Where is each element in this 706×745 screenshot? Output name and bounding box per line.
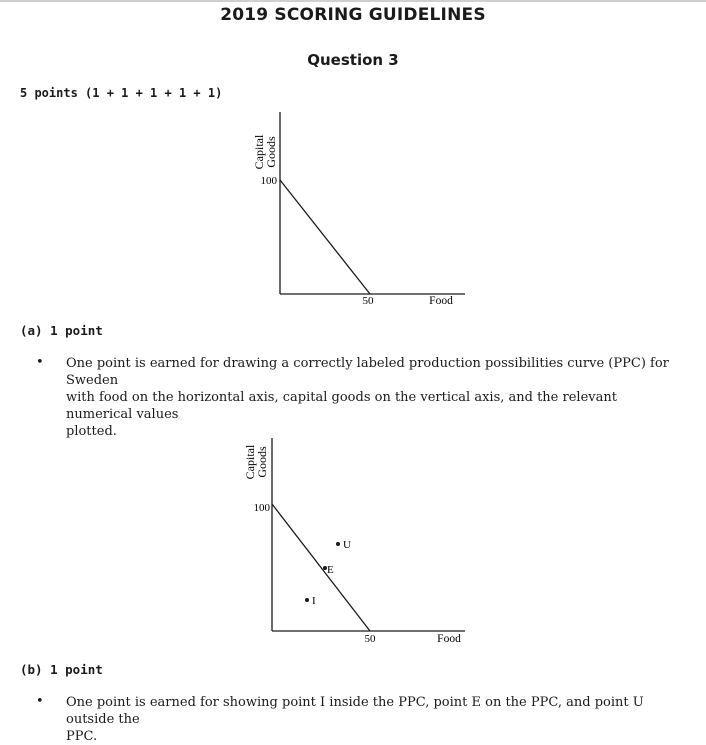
part-a-line-3: plotted. bbox=[66, 424, 117, 439]
part-b-line-2: PPC. bbox=[66, 729, 98, 744]
points-summary: 5 points (1 + 1 + 1 + 1 + 1) bbox=[20, 86, 223, 100]
point-i-label: I bbox=[312, 595, 316, 607]
y-label-capital: Capital bbox=[252, 134, 266, 170]
x-axis-label: Food bbox=[437, 633, 461, 645]
x-axis-label: Food bbox=[429, 295, 453, 307]
part-b-text bbox=[66, 694, 686, 745]
part-a-line-2: with food on the horizontal axis, capital goods on the vertical axis, and the relevant numerical values bbox=[66, 390, 617, 422]
page-title: 2019 SCORING GUIDELINES bbox=[220, 5, 486, 25]
y-label-capital: Capital bbox=[243, 444, 257, 480]
y-tick-100: 100 bbox=[260, 175, 277, 187]
bullet-icon: • bbox=[36, 355, 44, 370]
bullet-icon: • bbox=[36, 694, 44, 709]
top-rule bbox=[0, 0, 706, 2]
ppc-graph-a bbox=[240, 100, 470, 315]
part-a-heading: (a) 1 point bbox=[20, 323, 103, 338]
y-label-goods: Goods bbox=[255, 446, 269, 478]
ppc-line bbox=[272, 504, 370, 631]
y-axis-label bbox=[243, 444, 269, 479]
ppc-line bbox=[280, 180, 370, 294]
x-tick-50: 50 bbox=[362, 295, 374, 307]
part-b-heading: (b) 1 point bbox=[20, 662, 103, 677]
y-tick-100: 100 bbox=[253, 502, 270, 514]
point-u-label: U bbox=[343, 539, 351, 551]
part-b-line-1: One point is earned for showing point I inside the PPC, point E on the PPC, and point U outside the bbox=[66, 695, 644, 727]
part-a-line-1: One point is earned for drawing a correctly labeled production possibilities curve (PPC) for Sweden bbox=[66, 356, 669, 388]
question-heading: Question 3 bbox=[307, 51, 399, 69]
point-u-marker bbox=[336, 542, 340, 546]
point-e-label: E bbox=[327, 564, 334, 576]
point-i-marker bbox=[305, 598, 309, 602]
y-axis-label bbox=[252, 134, 278, 169]
y-label-goods: Goods bbox=[264, 136, 278, 168]
ppc-graph-b bbox=[235, 430, 475, 655]
x-tick-50: 50 bbox=[364, 633, 376, 645]
part-a-text bbox=[66, 355, 686, 440]
